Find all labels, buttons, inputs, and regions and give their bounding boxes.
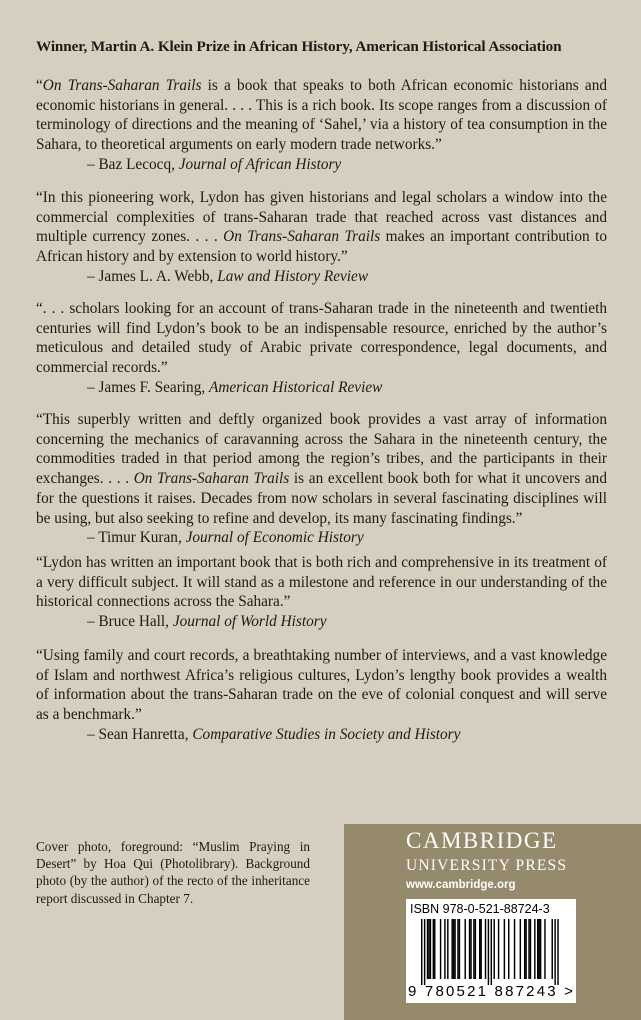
quote-text	[36, 646, 607, 725]
quote-attribution	[36, 378, 607, 398]
cover-photo-credit: Cover photo, foreground: “Muslim Praying in Desert” by Hoa Qui (Photolibrary). Background photo (by the author) of the recto of the inheritance report discussed in Chapter 7.	[36, 839, 310, 906]
publisher-subtitle: UNIVERSITY PRESS	[406, 857, 568, 874]
quote-attribution	[36, 725, 607, 745]
quote-author: – James F. Searing,	[87, 378, 209, 396]
barcode-bar	[534, 919, 535, 979]
publisher-panel	[344, 824, 641, 1020]
barcode-bar	[544, 919, 545, 979]
barcode-bar	[444, 919, 445, 979]
quote-source: Journal of African History	[178, 155, 342, 173]
quote-author: – Baz Lecocq,	[87, 155, 179, 173]
quote-text	[36, 76, 607, 155]
quote-segment: is a book that speaks to both African economic historians and economic historians in general. . . . This is a rich book. Its scope ranges from a discussion of terminology of directions and the meaning of ‘Sahel,’ via a history of tea consumption in the Sahara, to theoretical arguments on early modern trade networks.”	[36, 77, 607, 154]
barcode-bar	[433, 919, 434, 979]
book-title: On Trans-Saharan Trails	[42, 77, 202, 94]
barcode-bar	[488, 919, 489, 985]
barcode-bar	[427, 919, 428, 979]
quote-source: Law and History Review	[217, 267, 369, 285]
barcode-bar	[494, 919, 495, 979]
barcode-bar	[470, 919, 471, 979]
barcode-bar	[434, 919, 435, 979]
review-quote	[36, 410, 607, 548]
barcode-bar	[537, 919, 538, 979]
barcode-bar	[491, 919, 492, 985]
barcode-bar	[421, 919, 422, 985]
quote-attribution	[36, 155, 607, 175]
barcode-bar	[473, 919, 474, 979]
publisher-website: www.cambridge.org	[406, 879, 516, 891]
barcode-bar	[465, 919, 466, 979]
quote-author: – Bruce Hall,	[87, 613, 173, 631]
barcode-bar	[530, 919, 531, 979]
quote-source: American Historical Review	[209, 378, 383, 396]
quote-text	[36, 410, 607, 528]
quote-source: Journal of World History	[172, 613, 327, 631]
isbn-label: ISBN 978-0-521-88724-3	[410, 902, 550, 916]
quote-segment: “In this pioneering work, Lydon has given historians and legal scholars a window into the commercial complexities of trans-Saharan trade that reached across vast distances and multiple currency zones. . . .	[36, 189, 607, 246]
barcode-bar	[538, 919, 539, 979]
barcode-bar	[540, 919, 541, 979]
quote-text	[36, 553, 607, 612]
book-title: On Trans-Saharan Trails	[133, 470, 290, 488]
barcode-bar	[451, 919, 452, 979]
barcode-bar	[554, 919, 555, 985]
barcode-bar	[508, 919, 509, 979]
barcode-bar	[453, 919, 454, 979]
barcode-bar	[524, 919, 525, 979]
barcode-bar	[430, 919, 431, 979]
barcode-bar	[498, 919, 499, 979]
barcode-bar	[514, 919, 515, 979]
barcode-bar	[454, 919, 455, 979]
barcode-bar	[504, 919, 505, 979]
quote-text	[36, 188, 607, 267]
quote-author: – Timur Kuran,	[87, 529, 186, 547]
award-heading: Winner, Martin A. Klein Prize in African History, American Historical Association	[36, 38, 562, 55]
barcode-number: 9 780521 887243 >	[408, 983, 576, 1000]
quote-attribution	[36, 528, 607, 548]
quote-source: Comparative Studies in Society and History	[192, 725, 461, 743]
barcode-bar	[485, 919, 486, 979]
review-quote	[36, 299, 607, 398]
review-quote	[36, 76, 607, 175]
review-quote	[36, 188, 607, 287]
barcode-bar	[424, 919, 425, 985]
quote-segment: “	[36, 77, 43, 94]
barcode-bar	[440, 919, 441, 979]
quote-segment: is an excellent book both for what it uncovers and for the questions it raises. Decades from now scholars in several fascinating disciplines will be using, but also seeking to refine and develop, its many fascinating findings.”	[36, 470, 607, 527]
isbn-barcode	[406, 899, 576, 1003]
barcode-bar	[479, 919, 480, 979]
barcode-bar	[457, 919, 458, 979]
barcode-bar	[428, 919, 429, 979]
quote-attribution	[36, 267, 607, 287]
quote-attribution	[36, 612, 607, 632]
barcode-bar	[525, 919, 526, 979]
barcode-bar	[459, 919, 460, 979]
barcode-bar	[528, 919, 529, 979]
barcode-bar	[447, 919, 448, 979]
barcode-bar	[475, 919, 476, 979]
publisher-name: CAMBRIDGE	[406, 828, 558, 853]
barcode-bar	[557, 919, 558, 985]
quote-segment: makes an important contribution to African history and by extension to world history.”	[36, 228, 607, 266]
barcode-bar	[469, 919, 470, 979]
quote-segment: “Using family and court records, a breathtaking number of interviews, and a vast knowledge of Islam and northwest Africa’s religious cultures, Lydon’s lengthy book provides a wealth of information about the trans-Saharan trade on the eve of colonial conquest and will serve as a benchmark.”	[36, 647, 607, 724]
review-quote	[36, 646, 607, 745]
quote-segment: “This superbly written and deftly organized book provides a vast array of information concerning the mechanics of caravanning across the Sahara in the nineteenth century, the commodities traded in that period among the region’s tribes, and the participants in their exchanges. . . .	[36, 411, 607, 488]
quote-segment: “. . . scholars looking for an account of trans-Saharan trade in the nineteenth and twentieth centuries will find Lydon’s book to be an indispensable resource, enriched by the author’s meticulous and detailed study of Arabic private correspondence, legal documents, and commercial records.”	[36, 300, 607, 377]
quote-source: Journal of Economic History	[185, 529, 364, 547]
review-quote	[36, 553, 607, 632]
quote-segment: “Lydon has written an important book that is both rich and comprehensive in its treatment of a very difficult subject. It will stand as a milestone and reference in our understanding of the historical connections across the Sahara.”	[36, 554, 607, 611]
book-title: On Trans-Saharan Trails	[223, 228, 381, 246]
barcode-bar	[480, 919, 481, 979]
quote-author: – Sean Hanretta,	[87, 725, 193, 743]
quote-author: – James L. A. Webb,	[87, 267, 218, 285]
barcode-bar	[520, 919, 521, 979]
barcode-bar	[552, 919, 553, 979]
quote-text	[36, 299, 607, 378]
